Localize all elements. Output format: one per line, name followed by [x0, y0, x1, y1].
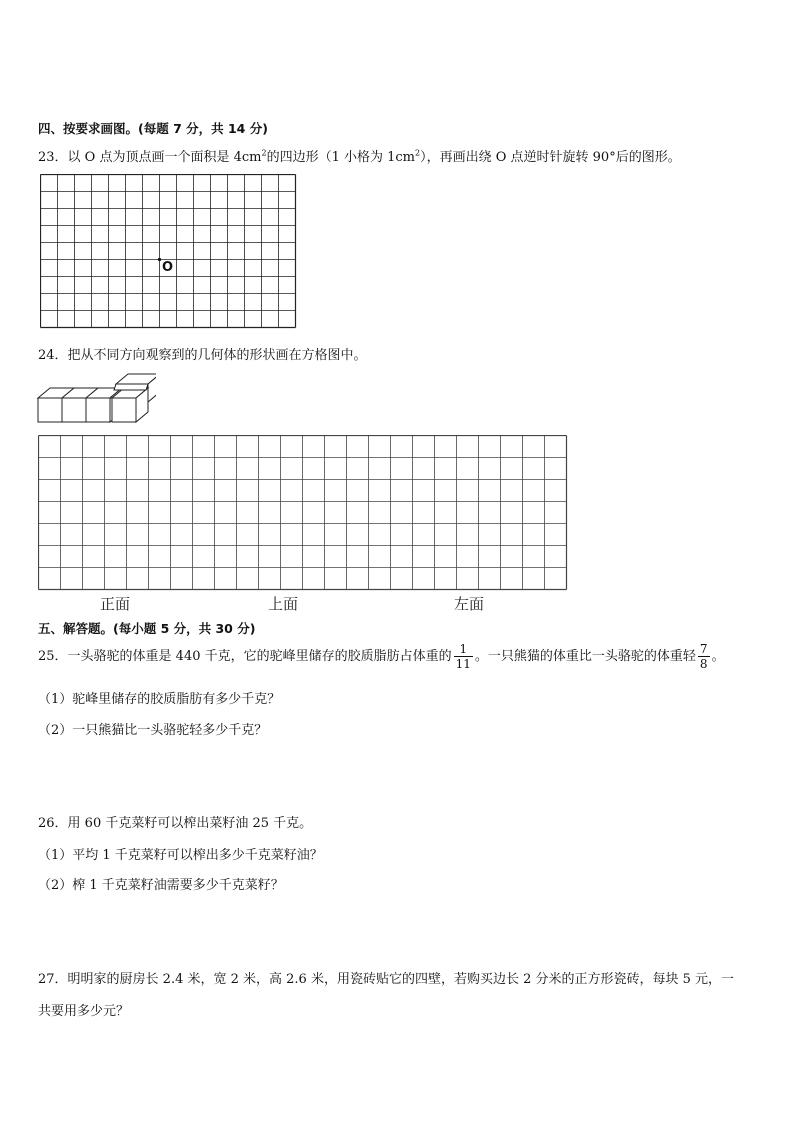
q26-sub-2: （2）榨 1 千克菜籽油需要多少千克菜籽？: [38, 878, 284, 893]
label-left-view: 左面: [454, 595, 485, 613]
question-26: 26．用 60 千克菜籽可以榨出菜籽油 25 千克。: [38, 816, 313, 831]
q26-sub-1: （1）平均 1 千克菜籽可以榨出多少千克菜籽油？: [38, 848, 323, 863]
q23-sup: 2: [261, 148, 267, 158]
fraction-7-8: $\frac{7}{8}$: [699, 642, 708, 671]
q24-grid[interactable]: [38, 435, 568, 591]
q23-grid[interactable]: [40, 174, 300, 330]
q23-sup2: 2: [415, 148, 421, 158]
q23-text-c: ），再画出绕 O 点逆时针旋转 90°后的图形。: [420, 150, 681, 165]
cubes-figure: [36, 371, 156, 427]
point-o: [158, 258, 161, 261]
question-23: [38, 146, 681, 165]
q25-text-b: 。一只熊猫的体重比一头骆驼的体重轻: [474, 649, 696, 664]
question-25: [38, 640, 725, 674]
label-top-view: 上面: [268, 595, 299, 613]
q25-sub-1: （1）驼峰里储存的胶质脂肪有多少千克？: [38, 692, 281, 707]
q25-sub-2: （2）一只熊猫比一头骆驼轻多少千克？: [38, 723, 268, 738]
point-o-label: O: [162, 260, 174, 275]
q23-text-b: 的四边形（1 小格为 1cm: [266, 150, 415, 165]
fraction-1-11: $\frac{1}{11}$: [455, 642, 471, 671]
q25-text-c: 。: [711, 649, 725, 664]
q23-text-a: 23．以 O 点为顶点画一个面积是 4cm: [38, 150, 262, 165]
q25-text-a: 25．一头骆驼的体重是 440 千克，它的驼峰里储存的胶质脂肪占体重的: [38, 649, 452, 664]
question-24: 24．把从不同方向观察到的几何体的形状画在方格图中。: [38, 348, 367, 363]
label-front-view: 正面: [100, 595, 131, 613]
question-27-line-1: 27．明明家的厨房长 2.4 米，宽 2 米，高 2.6 米，用瓷砖贴它的四壁，若购买边长 2 分米的正方形瓷砖，每块 5 元，一: [38, 972, 735, 987]
section-4-heading: 四、按要求画图。(每题 7 分，共 14 分): [38, 121, 268, 136]
question-27-line-2: 共要用多少元？: [38, 1004, 130, 1019]
section-5-heading: 五、解答题。(每小题 5 分，共 30 分): [38, 621, 256, 636]
